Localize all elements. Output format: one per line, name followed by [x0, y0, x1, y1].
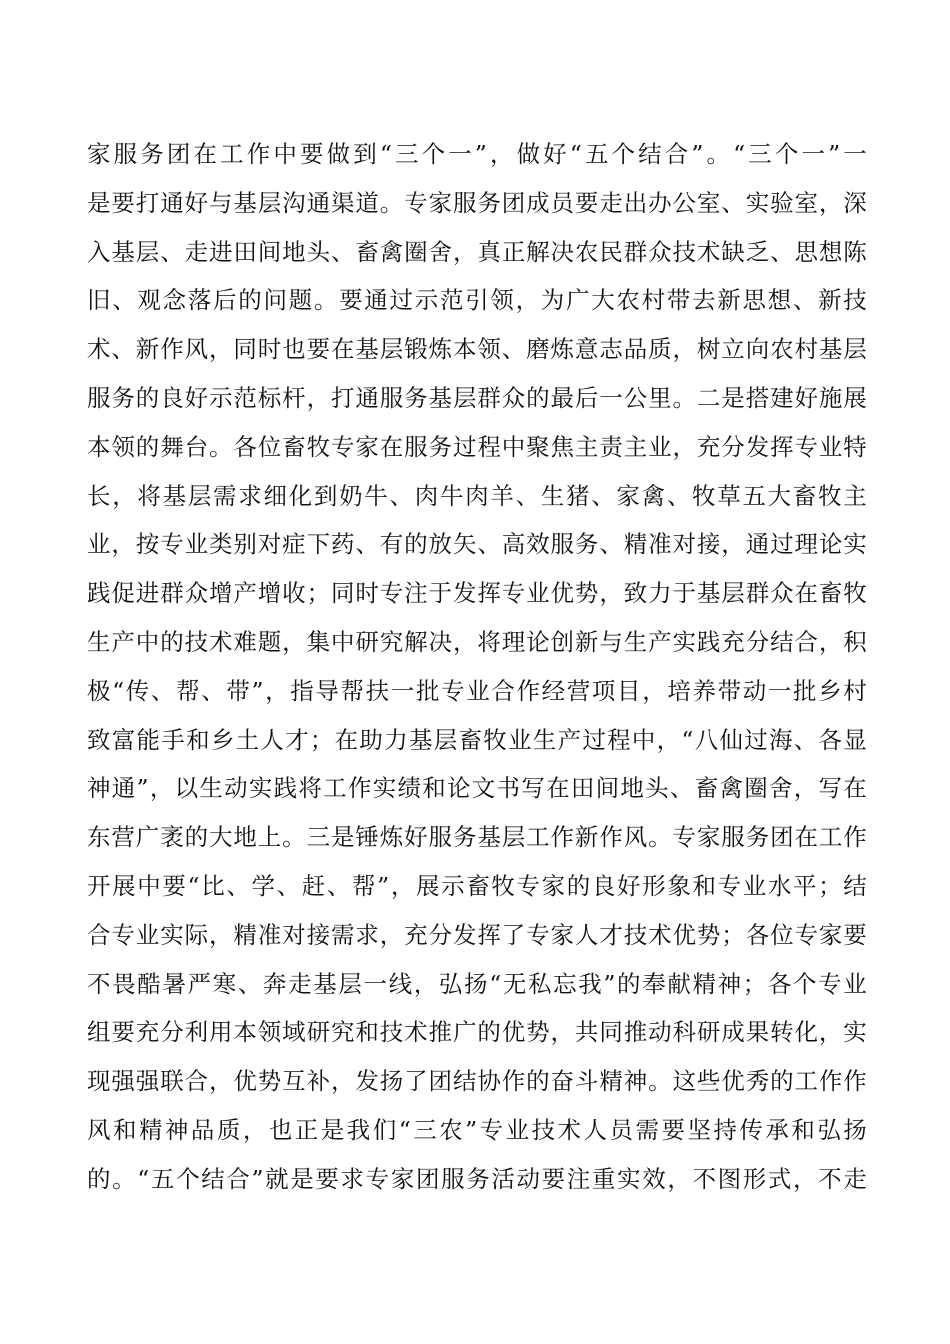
body-paragraph [87, 130, 867, 1204]
text-line: 业，按专业类别对症下药、有的放矢、高效服务、精准对接，通过理论实 [87, 530, 867, 559]
text-line: 长，将基层需求细化到奶牛、肉牛肉羊、生猪、家禽、牧草五大畜牧主 [87, 481, 867, 510]
text-line: 不畏酷暑严寒、奔走基层一线，弘扬“无私忘我”的奉献精神；各个专业 [87, 969, 867, 998]
text-line: 服务的良好示范标杆，打通服务基层群众的最后一公里。二是搭建好施展 [87, 383, 867, 412]
text-line: 生产中的技术难题，集中研究解决，将理论创新与生产实践充分结合，积 [87, 627, 867, 656]
text-line: 现强强联合，优势互补，发扬了团结协作的奋斗精神。这些优秀的工作作 [87, 1067, 867, 1096]
text-line: 神通”，以生动实践将工作实绩和论文书写在田间地头、畜禽圈舍，写在 [87, 774, 867, 803]
text-line: 术、新作风，同时也要在基层锻炼本领、磨炼意志品质，树立向农村基层 [87, 335, 867, 364]
text-line: 家服务团在工作中要做到“三个一”，做好“五个结合”。“三个一”一 [87, 140, 867, 168]
text-line: 东营广袤的大地上。三是锤炼好服务基层工作新作风。专家服务团在工作 [87, 823, 867, 852]
text-line: 践促进群众增产增收；同时专注于发挥专业优势，致力于基层群众在畜牧 [87, 579, 867, 608]
text-line: 旧、观念落后的问题。要通过示范引领，为广大农村带去新思想、新技 [87, 286, 867, 315]
text-line: 致富能手和乡土人才；在助力基层畜牧业生产过程中，“八仙过海、各显 [87, 725, 867, 754]
text-line: 入基层、走进田间地头、畜禽圈舍，真正解决农民群众技术缺乏、思想陈 [87, 237, 867, 266]
text-line: 组要充分利用本领域研究和技术推广的优势，共同推动科研成果转化，实 [87, 1018, 867, 1047]
text-line: 风和精神品质，也正是我们“三农”专业技术人员需要坚持传承和弘扬 [87, 1115, 867, 1144]
text-line: 极“传、帮、带”，指导帮扶一批专业合作经营项目，培养带动一批乡村 [87, 676, 867, 705]
text-line: 的。“五个结合”就是要求专家团服务活动要注重实效，不图形式，不走 [87, 1164, 867, 1193]
text-line: 本领的舞台。各位畜牧专家在服务过程中聚焦主责主业，充分发挥专业特 [87, 432, 867, 461]
text-line: 是要打通好与基层沟通渠道。专家服务团成员要走出办公室、实验室，深 [87, 188, 867, 217]
text-line: 合专业实际，精准对接需求，充分发挥了专家人才技术优势；各位专家要 [87, 920, 867, 949]
text-line: 开展中要“比、学、赶、帮”，展示畜牧专家的良好形象和专业水平；结 [87, 871, 867, 900]
